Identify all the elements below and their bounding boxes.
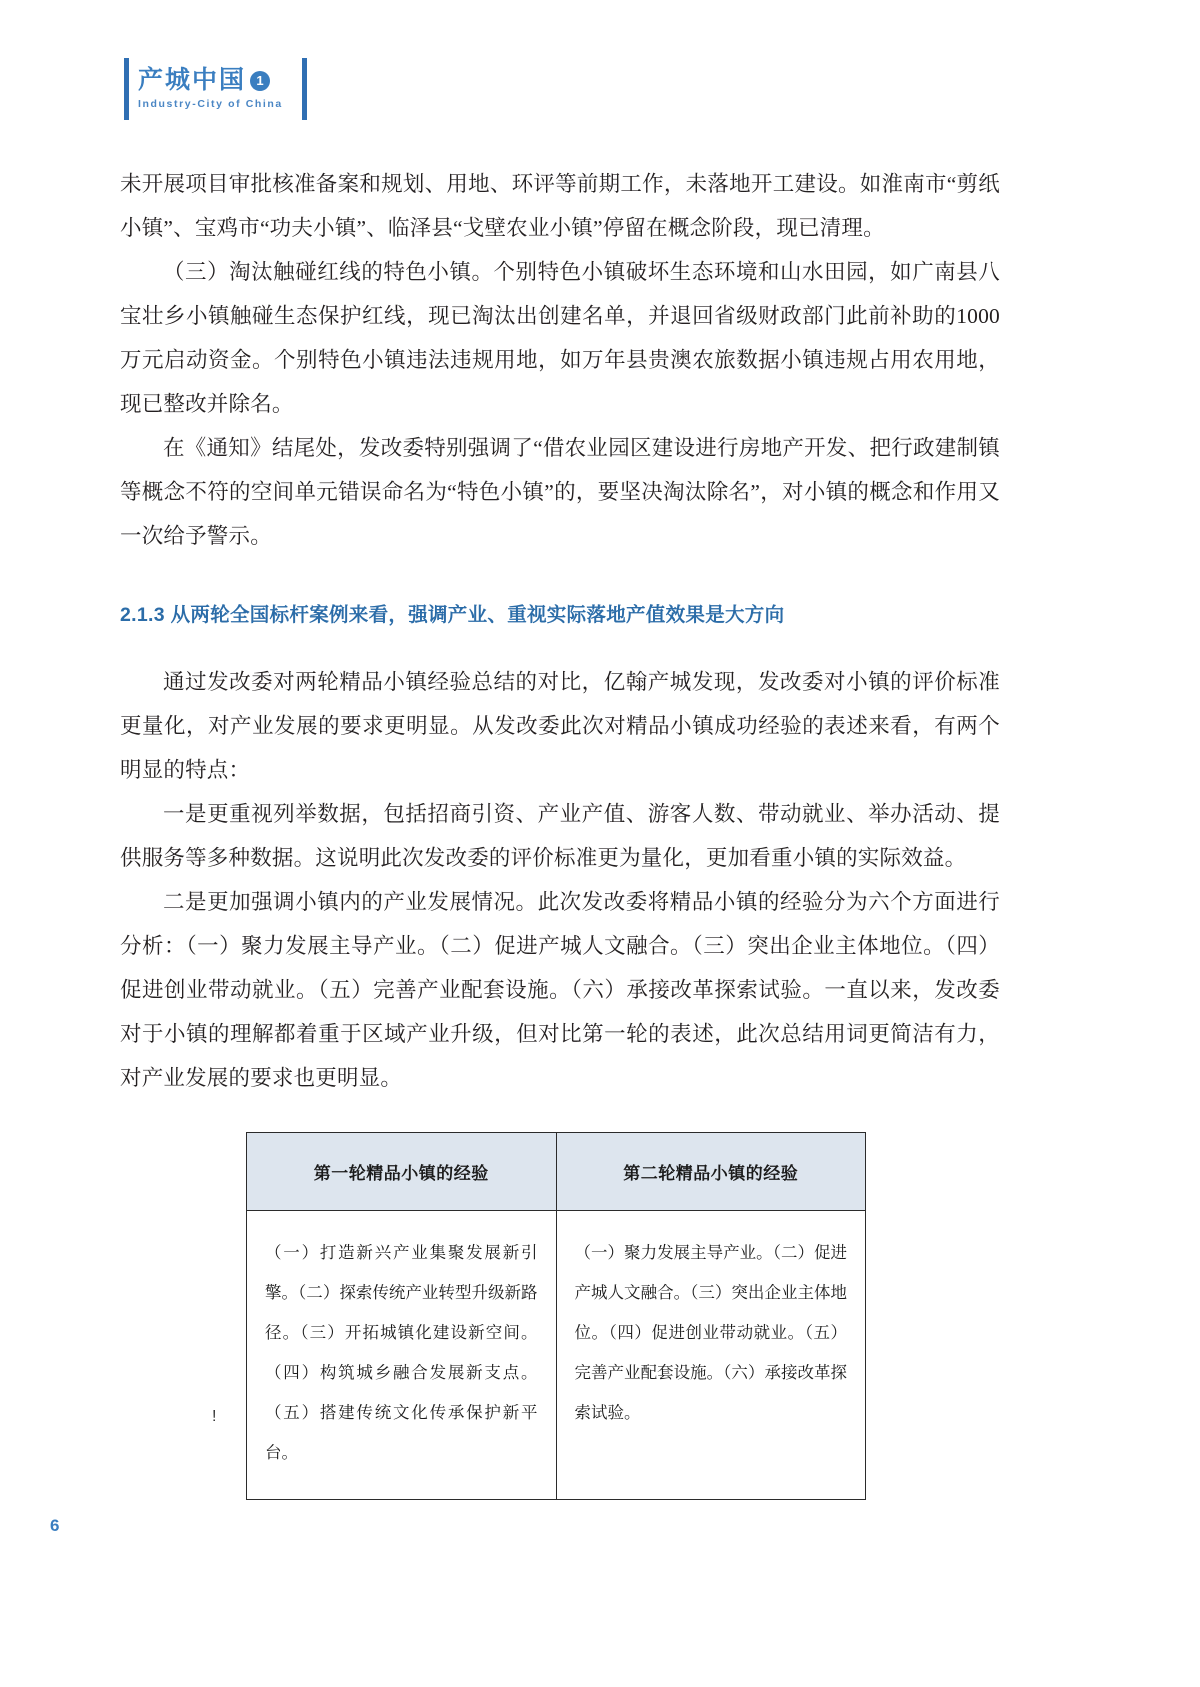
section-heading-213: 2.1.3 从两轮全国标杆案例来看，强调产业、重视实际落地产值效果是大方向 <box>120 604 785 626</box>
table-header-row <box>247 1133 866 1211</box>
paragraph-item-three: （三）淘汰触碰红线的特色小镇。个别特色小镇破坏生态环境和山水田园，如广南县八宝壮乡小镇触碰生态保护红线，现已淘汰出创建名单，并退回省级财政部门此前补助的1000万元启动资金。个别特色小镇违法违规用地，如万年县贵澳农旅数据小镇违规占用农用地，现已整改并除名。 <box>120 260 1000 416</box>
table-cell-round-one-experience: （一）打造新兴产业集聚发展新引擎。（二）探索传统产业转型升级新路径。（三）开拓城镇化建设新空间。（四）构筑城乡融合发展新支点。（五）搭建传统文化传承保护新平台。 <box>247 1211 557 1500</box>
stray-exclamation-mark: ! <box>212 1408 217 1425</box>
table-cell-round-two-experience: （一）聚力发展主导产业。（二）促进产城人文融合。（三）突出企业主体地位。（四）促进创业带动就业。（五）完善产业配套设施。（六）承接改革探索试验。 <box>556 1211 866 1500</box>
logo-english-wordmark: Industry-City of China <box>138 98 283 111</box>
document-content <box>120 162 1000 1500</box>
comparison-table <box>246 1132 866 1500</box>
logo-text-block <box>129 58 292 120</box>
brand-logo <box>124 58 307 120</box>
page-number: 6 <box>50 1516 60 1535</box>
logo-chinese-wordmark <box>138 68 283 93</box>
paragraph-continuation: 未开展项目审批核准备案和规划、用地、环评等前期工作，未落地开工建设。如淮南市“剪纸小镇”、宝鸡市“功夫小镇”、临泽县“戈壁农业小镇”停留在概念阶段，现已清理。 <box>120 172 1000 240</box>
paragraph-comparison-intro: 通过发改委对两轮精品小镇经验总结的对比，亿翰产城发现，发改委对小镇的评价标准更量化，对产业发展的要求更明显。从发改委此次对精品小镇成功经验的表述来看，有两个明显的特点： <box>120 670 1000 782</box>
paragraph-feature-two: 二是更加强调小镇内的产业发展情况。此次发改委将精品小镇的经验分为六个方面进行分析：（一）聚力发展主导产业。（二）促进产城人文融合。（三）突出企业主体地位。（四）促进创业带动就业。（五）完善产业配套设施。（六）承接改革探索试验。一直以来，发改委对于小镇的理解都着重于区域产业升级，但对比第一轮的表述，此次总结用词更简洁有力，对产业发展的要求也更明显。 <box>120 890 1000 1090</box>
table-head <box>247 1133 866 1211</box>
logo-right-bar <box>302 58 307 120</box>
table-header-round-one: 第一轮精品小镇的经验 <box>247 1133 557 1211</box>
table-body <box>247 1211 866 1500</box>
comparison-table-wrapper <box>246 1132 866 1500</box>
logo-chinese-text: 产城中国 <box>138 66 247 95</box>
paragraph-notice-conclusion: 在《通知》结尾处，发改委特别强调了“借农业园区建设进行房地产开发、把行政建制镇等概念不符的空间单元错误命名为“特色小镇”的，要坚决淘汰除名”，对小镇的概念和作用又一次给予警示。 <box>120 436 1000 548</box>
table-row <box>247 1211 866 1500</box>
table-header-round-two: 第二轮精品小镇的经验 <box>556 1133 866 1211</box>
logo-number-badge-icon: 1 <box>250 71 270 91</box>
paragraph-feature-one: 一是更重视列举数据，包括招商引资、产业产值、游客人数、带动就业、举办活动、提供服务等多种数据。这说明此次发改委的评价标准更为量化，更加看重小镇的实际效益。 <box>120 802 1000 870</box>
